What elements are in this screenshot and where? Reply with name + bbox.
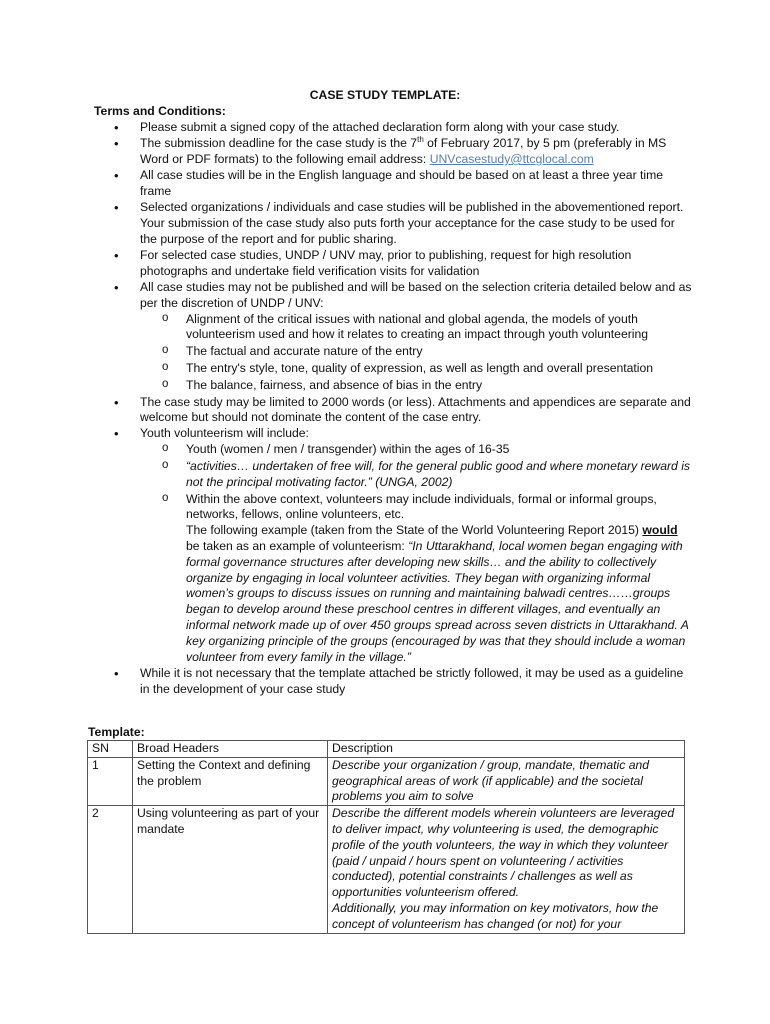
term-item: • Please submit a signed copy of the attached declaration form along with your case study. [94,120,694,136]
row-number: 1 [88,757,133,805]
row-number: 2 [88,806,133,933]
row-header: Setting the Context and defining the problem [133,757,328,805]
row-description: Describe your organization / group, mandate, thematic and geographical areas of work (if applicable) and the societal problems you aim to solve [328,757,685,805]
row-description: Describe the different models wherein volunteers are leveraged to deliver impact, why volunteering is used, the demographic profile of the youth volunteers, the way in which they volunteer (paid / unpaid / hours spent on volunteering / activities conducted), potential constraints / challenges as well as opportunities volunteerism offered. Additionally, you may information on key motivators, how the concept of volunteerism has changed (or not) for your [328,806,685,933]
criteria-sublist [140,312,694,394]
row-header: Using volunteering as part of your mandate [133,806,328,933]
page-title: CASE STUDY TEMPLATE: [309,88,461,102]
example-paragraph: The following example (taken from the State of the World Volunteering Report 2015) would be taken as an example of volunteerism: “In Uttarakhand, local women began engaging with formal governance structures after developing new skills… and the ability to collectively organize by engaging in local volunteer activities. They began with organizing informal women’s groups to discuss issues on running and maintaining balwadi centres……groups began to develop around these preschool centres in different villages, and eventually an informal network made up of over 450 groups spread across seven districts in Uttarakhand. A key organizing principle of the groups (encouraged by was that they should include a woman volunteer from every family in the village.” [186,523,689,664]
table-row [88,806,685,933]
column-header: SN [88,741,133,758]
term-item: • All case studies will be in the English language and should be based on at least a three year time frame [94,168,694,200]
column-header: Description [328,741,685,758]
template-table [87,740,685,934]
term-item-deadline: • The submission deadline for the case study is the 7th of February 2017, by 5 pm (preferably in MS Word or PDF formats) to the following email address: UNVcasestudy@ttcglocal.com [94,136,694,168]
template-heading: Template: [88,725,145,739]
example-quote: “In Uttarakhand, local women began engaging with formal governance structures after developing new skills… and the ability to collectively organize by engaging in local volunteer activities. They began with organizing informal women’s groups to discuss issues on running and maintaining balwadi centres……groups began to develop around these preschool centres in different villages, and eventually an informal network made up of over 450 groups spread across seven districts in Uttarakhand. A key organizing principle of the groups (encouraged by was that they should include a woman volunteer from every family in the village.” [186,539,689,664]
youth-sublist [140,442,694,665]
criteria-item: o The balance, fairness, and absence of bias in the entry [140,378,694,394]
term-item: • While it is not necessary that the template attached be strictly followed, it may be used as a guideline in the development of your case study [94,666,694,698]
email-link[interactable]: UNVcasestudy@ttcglocal.com [429,151,594,166]
column-header: Broad Headers [133,741,328,758]
term-item-youth: • Youth volunteerism will include: o Youth (women / men / transgender) within the ages of 16-35 o “activities… undertaken of free will, for the general public good and where monetary reward is not the principal motivating factor.” (UNGA, 2002) o Within the above context, volunteers may include individuals, formal or informal groups, networks, fellows, online volunteers, etc. The following example (taken from the State of the World Volunteering Report 2015) would be taken as an example of volunteerism: “In Uttarakhand, local women began engaging with formal governance structures after developing new skills… and the ability to collectively organize by engaging in local volunteer activities. They began with organizing informal women’s groups to discuss issues on running and maintaining balwadi centres……groups began to develop around these preschool centres in different villages, and eventually an informal network made up of over 450 groups spread across seven districts in Uttarakhand. A key organizing principle of the groups (encouraged by was that they should include a woman volunteer from every family in the village.” [94,426,694,665]
youth-item: o “activities… undertaken of free will, for the general public good and where monetary reward is not the principal motivating factor.” (UNGA, 2002) [140,459,694,491]
table-row [88,757,685,805]
term-item-criteria: • All case studies may not be published and will be based on the selection criteria detailed below and as per the discretion of UNDP / UNV: o Alignment of the critical issues with national and global agenda, the models of youth volunteerism used and how it relates to creating an impact through youth volunteering o The factual and accurate nature of the entry o The entry's style, tone, quality of expression, as well as length and overall presentation o The balance, fairness, and absence of bias in the entry [94,280,694,394]
terms-heading: Terms and Conditions: [94,104,226,118]
terms-list [94,120,694,698]
criteria-item: o The entry's style, tone, quality of expression, as well as length and overall presentation [140,361,694,377]
criteria-item: o Alignment of the critical issues with national and global agenda, the models of youth volunteerism used and how it relates to creating an impact through youth volunteering [140,312,694,344]
criteria-item: o The factual and accurate nature of the entry [140,344,694,360]
term-item: • The case study may be limited to 2000 words (or less). Attachments and appendices are separate and welcome but should not dominate the content of the case entry. [94,395,694,427]
term-item: • For selected case studies, UNDP / UNV may, prior to publishing, request for high resolution photographs and undertake field verification visits for validation [94,248,694,280]
term-item: • Selected organizations / individuals and case studies will be published in the abovementioned report. Your submission of the case study also puts forth your acceptance for the case study to be used for the purpose of the report and for public sharing. [94,200,694,247]
table-header-row [88,741,685,758]
youth-item: o Youth (women / men / transgender) within the ages of 16-35 [140,442,694,458]
youth-item-context: o Within the above context, volunteers may include individuals, formal or informal groups, networks, fellows, online volunteers, etc. The following example (taken from the State of the World Volunteering Report 2015) would be taken as an example of volunteerism: “In Uttarakhand, local women began engaging with formal governance structures after developing new skills… and the ability to collectively organize by engaging in local volunteer activities. They began with organizing informal women’s groups to discuss issues on running and maintaining balwadi centres……groups began to develop around these preschool centres in different villages, and eventually an informal network made up of over 450 groups spread across seven districts in Uttarakhand. A key organizing principle of the groups (encouraged by was that they should include a woman volunteer from every family in the village.” [140,492,694,666]
